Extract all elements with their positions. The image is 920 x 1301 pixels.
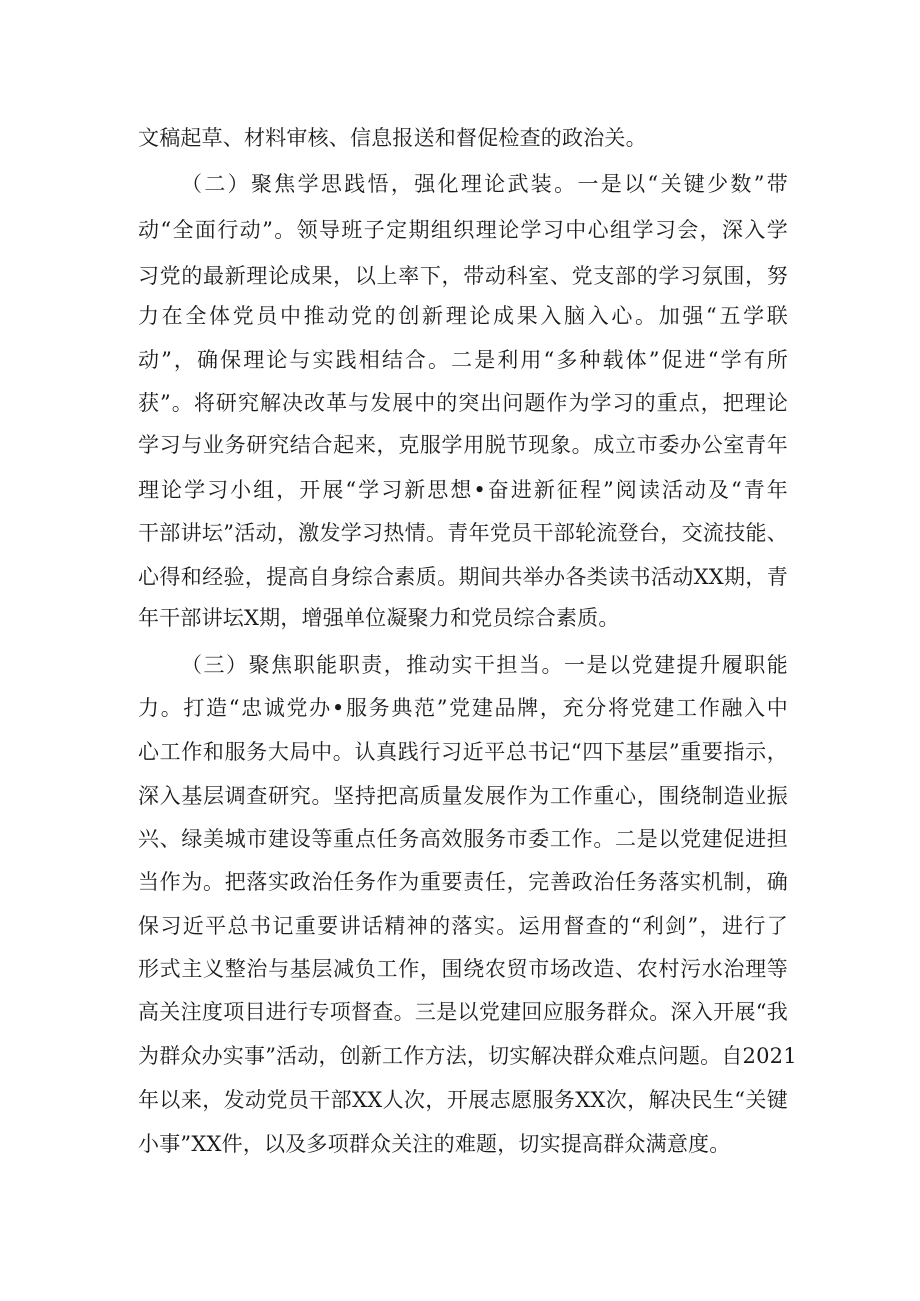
paragraph-line: 心得和经验，提高自身综合素质。期间共举办各类读书活动XX期，青 — [138, 565, 788, 589]
paragraph-line: 学习与业务研究结合起来，克服学用脱节现象。成立市委办公室青年 — [138, 433, 788, 457]
paragraph-line: 动”，确保理论与实践相结合。二是利用“多种载体”促进“学有所 — [138, 348, 788, 372]
paragraph-line: 文稿起草、材料审核、信息报送和督促检查的政治关。 — [138, 126, 647, 150]
paragraph-line: 干部讲坛”活动，激发学习热情。青年党员干部轮流登台，交流技能、 — [138, 521, 788, 545]
section-heading-line: （二）聚焦学思践悟，强化理论武装。一是以“关键少数”带 — [181, 172, 788, 196]
paragraph-line: 理论学习小组，开展“学习新思想•奋进新征程”阅读活动及“青年 — [138, 478, 788, 502]
paragraph-line: 深入基层调查研究。坚持把高质量发展作为工作重心，围绕制造业振 — [138, 784, 788, 808]
paragraph-line: 为群众办实事”活动，创新工作方法，切实解决群众难点问题。自2021 — [138, 1044, 797, 1068]
paragraph-line: 保习近平总书记重要讲话精神的落实。运用督查的“利剑”，进行了 — [138, 914, 788, 938]
paragraph-line: 年以来，发动党员干部XX人次，开展志愿服务XX次，解决民生“关键 — [138, 1088, 788, 1112]
paragraph-line: 动“全面行动”。领导班子定期组织理论学习中心组学习会，深入学 — [138, 218, 788, 242]
paragraph-line: 形式主义整治与基层减负工作，围绕农贸市场改造、农村污水治理等 — [138, 957, 788, 981]
paragraph-line: 小事”XX件，以及多项群众关注的难题，切实提高群众满意度。 — [138, 1132, 731, 1156]
paragraph-line: 习党的最新理论成果，以上率下，带动科室、党支部的学习氛围，努 — [138, 264, 788, 288]
paragraph-line: 高关注度项目进行专项督查。三是以党建回应服务群众。深入开展“我 — [138, 1000, 788, 1024]
paragraph-line: 力。打造“忠诚党办•服务典范”党建品牌，充分将党建工作融入中 — [138, 696, 788, 720]
paragraph-line: 当作为。把落实政治任务作为重要责任，完善政治任务落实机制，确 — [138, 870, 788, 894]
paragraph-line: 年干部讲坛X期，增强单位凝聚力和党员综合素质。 — [138, 606, 620, 630]
paragraph-line: 获”。将研究解决改革与发展中的突出问题作为学习的重点，把理论 — [138, 391, 788, 415]
paragraph-line: 兴、绿美城市建设等重点任务高效服务市委工作。二是以党建促进担 — [138, 827, 788, 851]
paragraph-line: 力在全体党员中推动党的创新理论成果入脑入心。加强“五学联 — [138, 304, 788, 328]
section-heading-line: （三）聚焦职能职责，推动实干担当。一是以党建提升履职能 — [181, 653, 788, 677]
paragraph-line: 心工作和服务大局中。认真践行习近平总书记“四下基层”重要指示， — [138, 740, 788, 764]
